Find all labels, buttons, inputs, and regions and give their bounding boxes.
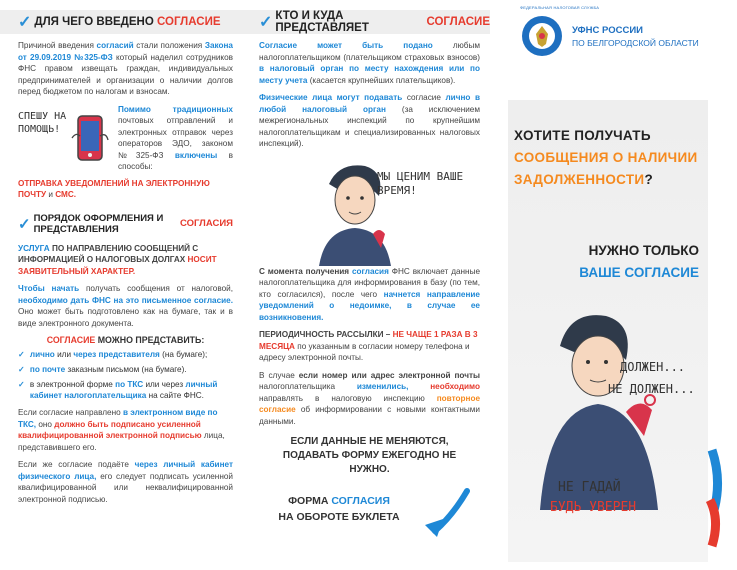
list-item: ✓ в электронной форме по ТКС или через личный кабинет налогоплательщика на сайте ФНС. <box>18 380 218 400</box>
phone-illustration <box>70 112 110 168</box>
check-icon: ✓ <box>18 14 32 31</box>
doodle-time-block <box>259 156 480 266</box>
paragraph-frequency: ПЕРИОДИЧНОСТЬ РАССЫЛКИ – НЕ ЧАЩЕ 1 РАЗА В 3 МЕСЯЦА по указанным в согласии номеру телефона и адресу электронной почты. <box>259 330 478 362</box>
doodle-must-not: НЕ ДОЛЖЕН... <box>608 382 695 396</box>
check-icon: ✓ <box>259 14 273 31</box>
paragraph-service: УСЛУГА ПО НАПРАВЛЕНИЮ СООБЩЕНИЙ С ИНФОРМАЦИЕЙ О НАЛОГОВЫХ ДОЛГАХ НОСИТ ЗАЯВИТЕЛЬНЫЙ ХАРАКТЕР. <box>18 243 217 276</box>
check-icon: ✓ <box>18 365 25 374</box>
paragraph-change: В случае если номер или адрес электронной почты налогоплательщика изменились, необходимо направлять в налоговую инспекцию повторное согласие об информировании с новыми контактными данными. <box>259 370 480 426</box>
list-item: ✓ лично или через представителя (на бумаге); <box>18 350 208 359</box>
man-thinking-illustration <box>530 300 660 510</box>
paragraph-database: С момента получения согласия ФНС включает данные налогоплательщика для информирования в базу (по тем, кто согласился), после чего начнется направление уведомлений о недоимке, в случае ее возникновения. <box>259 266 481 322</box>
paragraph-consent: Чтобы начать получать сообщения от налоговой, необходимо дать ФНС на это письменное согласие. Оно может быть подготовлено как на бумаге, так и в виде электронного документа. <box>18 284 234 328</box>
paragraph-tks: Если согласие направлено в электронном виде по ТКС, оно должно быть подписано усиленной квалифицированной электронной подписью лица, представившего его. <box>18 408 225 452</box>
annual-note: ЕСЛИ ДАННЫЕ НЕ МЕНЯЮТСЯ, ПОДАВАТЬ ФОРМУ ЕЖЕГОДНО НЕ НУЖНО. <box>282 436 457 475</box>
section-heading-procedure: ✓ ПОРЯДОК ОФОРМЛЕНИЯ И ПРЕДСТАВЛЕНИЯ СОГЛАСИЯ <box>18 212 233 235</box>
list-item: ✓ по почте заказным письмом (на бумаге). <box>18 365 187 374</box>
paragraph-channels: ОТПРАВКА УВЕДОМЛЕНИЙ НА ЭЛЕКТРОННУЮ ПОЧТУ и СМС. <box>18 178 210 199</box>
cover-question-2: СООБЩЕНИЯ О НАЛИЧИИ <box>514 150 698 165</box>
middle-panel <box>245 0 490 570</box>
check-icon: ✓ <box>18 215 31 233</box>
doodle-help-text: СПЕШУ НА ПОМОЩЬ! <box>18 110 67 135</box>
doodle-dont-guess: НЕ ГАДАЙ <box>558 480 621 495</box>
logo-block <box>520 14 699 58</box>
left-panel <box>0 0 245 570</box>
form-note: ФОРМА СОГЛАСИЯ НА ОБОРОТЕ БУКЛЕТА <box>278 495 400 523</box>
cover-panel: УФНС РОССИИ ПО БЕЛГОРОДСКОЙ ОБЛАСТИ ФЕДЕРАЛЬНАЯ НАЛОГОВАЯ СЛУЖБА ХОТИТЕ ПОЛУЧАТЬ СООБЩЕНИЯ О НАЛИЧИИ ЗАДОЛЖЕННОСТИ? НУЖНО ТОЛЬКО ВАШЕ СОГЛАСИЕ ДОЛЖЕН... НЕ ДОЛЖЕН... НЕ ГАДАЙ БУДЬ УВЕРЕН <box>490 0 737 570</box>
arrow-icon <box>419 485 479 545</box>
flag-brush-decoration <box>700 420 728 550</box>
form-note-block <box>259 489 480 549</box>
doodle-be-sure: БУДЬ УВЕРЕН <box>550 500 637 515</box>
doodle-must: ДОЛЖЕН... <box>620 360 686 374</box>
cover-answer: НУЖНО ТОЛЬКО ВАШЕ СОГЛАСИЕ <box>579 243 699 280</box>
check-icon: ✓ <box>18 380 25 389</box>
submit-methods-heading: СОГЛАСИЕ МОЖНО ПРЕДСТАВИТЬ: <box>46 335 205 345</box>
cover-question-3: ЗАДОЛЖЕННОСТИ? <box>514 172 653 187</box>
paragraph-reason: Причиной введения согласий стали положения Закона от 29.09.2019 №325-ФЗ который наделил сотрудников ФНС правом извещать граждан, индивидуальных предпринимателей и организации о наличии долгов перед бюджетом по налогам и взносам. <box>18 41 233 96</box>
doodle-time-text: МЫ ЦЕНИМ ВАШЕ ВРЕМЯ! <box>377 169 464 197</box>
section-heading-why: ✓ ДЛЯ ЧЕГО ВВЕДЕНО СОГЛАСИЕ <box>0 10 245 34</box>
doodle-help-block <box>18 104 233 184</box>
paragraph-methods: Помимо традиционных почтовых отправлений и электронных отправок через операторов ЭДО, законом №325-ФЗ включены в способы: <box>118 104 233 171</box>
fns-emblem-icon <box>520 14 564 58</box>
cover-question-1: ХОТИТЕ ПОЛУЧАТЬ <box>514 128 651 143</box>
paragraph-who-submits: Согласие может быть подано любым налогоплательщиком (плательщиком страховых взносов) в налоговый орган по месту нахождения или по месту учета (касается крупнейших плательщиков). <box>259 41 480 85</box>
check-icon: ✓ <box>18 350 25 359</box>
paragraph-cabinet: Если же согласие подаёте через личный кабинет физического лица, его следует подписать усиленной квалифицированной или неквалифицированной электронной подписью. <box>18 460 233 504</box>
section-heading-who: ✓ КТО И КУДА ПРЕДСТАВЛЯЕТ СОГЛАСИЕ <box>245 10 490 34</box>
paragraph-individuals: Физические лица могут подавать согласие лично в любой налоговый орган (за исключением межрегиональных инспекций по крупнейшим налогоплательщикам и специализированных налоговых инспекций). <box>259 93 480 148</box>
org-name: УФНС РОССИИ ПО БЕЛГОРОДСКОЙ ОБЛАСТИ <box>572 24 699 48</box>
